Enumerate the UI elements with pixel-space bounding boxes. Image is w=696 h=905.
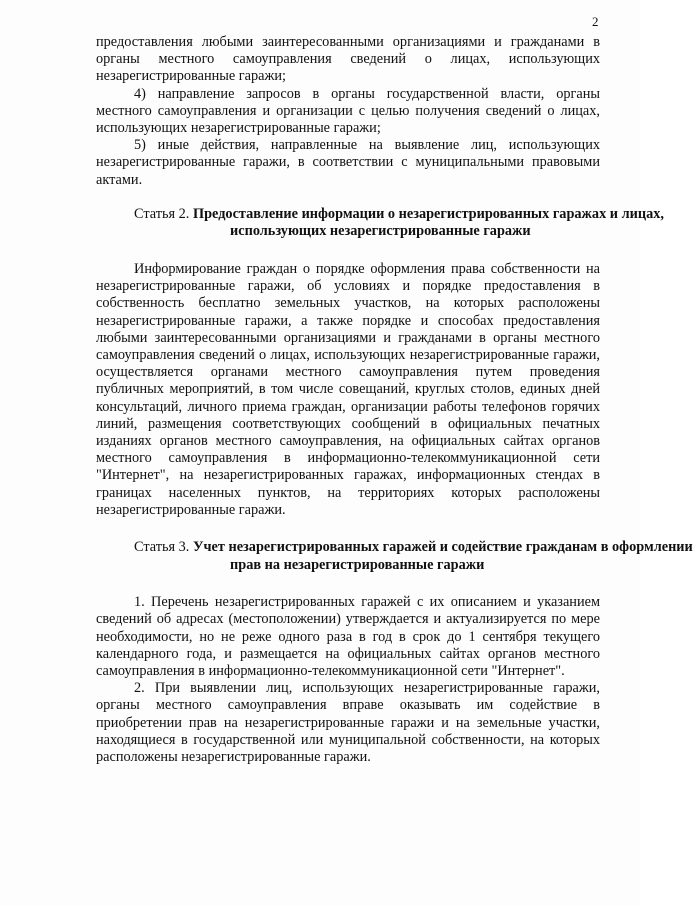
article-3-title: Учет незарегистрированных гаражей и содействие гражданам в оформлении прав на незарегистрированные гаражи <box>192 539 693 573</box>
article-2-paragraph: Информирование граждан о порядке оформления права собственности на незарегистрированные гаражи, об условиях и порядке предоставления в собственность бесплатно земельных участков, на которых расположены незарегистрированные гаражи, а также порядке и способах предоставления любыми заинтересованными организациями и гражданами в органы местного самоуправления сведений о лицах, использующих незарегистрированные гаражи, осуществляется органами местного самоуправления путем проведения публичных мероприятий, в том числе совещаний, круглых столов, единых дней консультаций, личного приема граждан, организации работы телефонов горячих линий, размещения соответствующих сообщений в официальных печатных изданиях органов местного самоуправления, на официальных сайтах органов местного самоуправления в информационно-телекоммуникационной сети "Интернет", на незарегистрированных гаражах, информационных стендах в границах населенных пунктов, на территориях которых расположены незарегистрированные гаражи. <box>96 261 600 518</box>
document-body <box>96 34 693 766</box>
paragraph-intro-continuation: предоставления любыми заинтересованными организациями и гражданами в органы местного самоуправления сведений о лицах, использующих незарегистрированные гаражи; <box>96 34 600 85</box>
page-number: 2 <box>592 14 599 29</box>
article-3-paragraph-1: 1. Перечень незарегистрированных гаражей с их описанием и указанием сведений об адресах (местоположении) утверждается и актуализируется по мере необходимости, но не реже одного раза в год в срок до 1 сентября текущего календарного года, и размещается на официальных сайтах органов местного самоуправления в информационно-телекоммуникационной сети "Интернет". <box>96 594 600 680</box>
article-3-heading <box>134 539 696 574</box>
list-item-5: 5) иные действия, направленные на выявление лиц, использующих незарегистрированные гаражи, в соответствии с муниципальными правовыми актами. <box>96 137 600 188</box>
article-2-title: Предоставление информации о незарегистрированных гаражах и лицах, использующих незарегистрированные гаражи <box>192 205 664 240</box>
list-item-4: 4) направление запросов в органы государственной власти, органы местного самоуправления и организации с целью получения сведений о лицах, использующих незарегистрированные гаражи; <box>96 85 600 137</box>
article-3-label: Статья 3. <box>134 539 190 556</box>
article-2-label: Статья 2. <box>134 205 190 222</box>
article-3-paragraph-2: 2. При выявлении лиц, использующих незарегистрированные гаражи, органы местного самоуправления вправе оказывать им содействие в приобретении прав на незарегистрированные гаражи и на земельные участки, находящиеся в государственной или муниципальной собственности, на которых расположены незарегистрированные гаражи. <box>96 680 600 766</box>
article-2-heading <box>134 206 696 241</box>
